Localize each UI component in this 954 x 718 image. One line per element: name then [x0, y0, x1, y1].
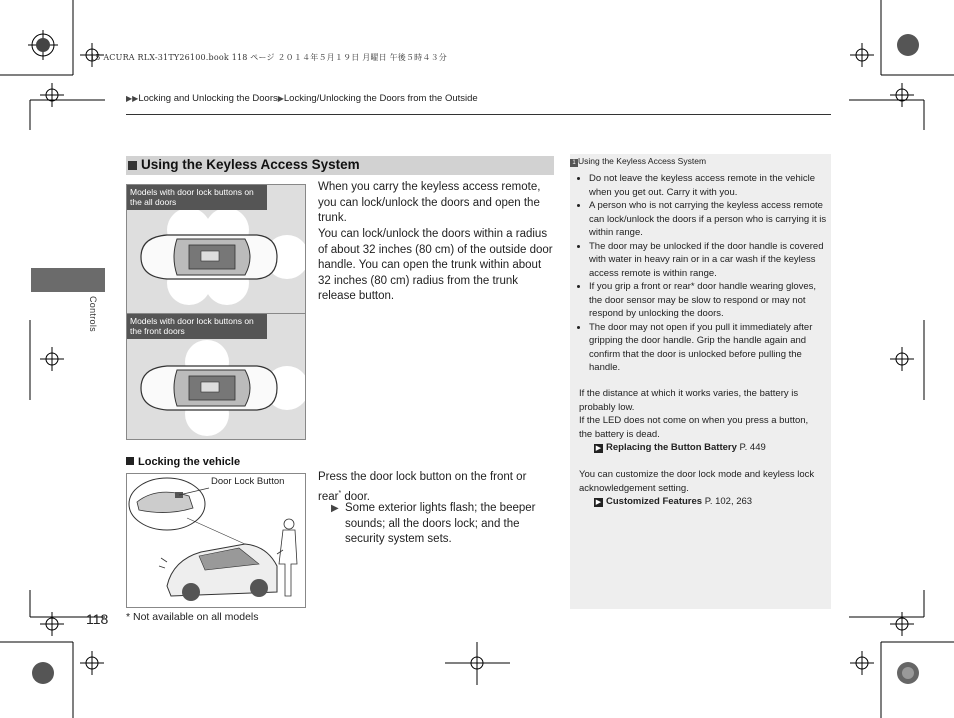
notes-bullet-list: [576, 172, 827, 375]
page-number: 118: [86, 611, 109, 627]
section-heading: [126, 156, 554, 175]
section-paragraph-1: When you carry the keyless access remote, you can lock/unlock the doors and open the trunk.: [318, 181, 541, 224]
locking-paragraph: [318, 470, 543, 505]
notes-panel: [570, 154, 831, 609]
note-bullet: • The door may be unlocked if the door handle is covered with water in heavy rain or in a car wash if the keyless access remote is within range.: [589, 240, 827, 281]
reference-replacing-battery[interactable]: [594, 441, 839, 455]
note-battery-low: If the distance at which it works varies, the battery is probably low.: [579, 388, 799, 413]
note-bullet: • The door may not open if you pull it immediately after gripping the door handle. Grip the handle again and confirm that the door is unlocked before pulling the handle.: [589, 321, 827, 375]
footnote: * Not available on all models: [126, 611, 259, 623]
figure-label-all-doors: Models with door lock buttons on the all doors: [127, 185, 267, 210]
reference-page: P. 102, 263: [702, 496, 753, 507]
breadcrumb-arrows: ▶▶: [126, 94, 139, 103]
locking-result: [331, 501, 546, 548]
locking-heading: [126, 456, 240, 468]
section-square-icon: [128, 161, 137, 170]
locking-heading-text: Locking the vehicle: [138, 456, 241, 468]
figure-door-lock-button: [126, 473, 306, 608]
breadcrumb-part-1: Locking and Unlocking the Doors: [138, 93, 278, 104]
door-lock-button-illustration: [127, 474, 305, 607]
note-battery-dead: If the LED does not come on when you press a button, the battery is dead.: [579, 415, 809, 440]
section-title: Using the Keyless Access System: [141, 157, 360, 172]
locking-paragraph-end: door.: [341, 490, 370, 503]
figure-all-doors: [126, 184, 306, 314]
locking-result-text: Some exterior lights flash; the beeper sounds; all the doors lock; and the security system sets.: [345, 502, 536, 545]
door-lock-button-callout: Door Lock Button: [211, 476, 285, 487]
note-customize: You can customize the door lock mode and keyless lock acknowledgement setting.: [579, 469, 815, 494]
locking-paragraph-text: Press the door lock button on the front or rear: [318, 471, 527, 503]
header-rule: [126, 114, 831, 115]
result-arrow-icon: ▶: [331, 503, 339, 514]
chapter-label: Controls: [88, 296, 98, 332]
reference-page: P. 449: [736, 442, 766, 453]
reference-link-label[interactable]: Customized Features: [606, 496, 703, 507]
notes-header-text: Using the Keyless Access System: [578, 156, 707, 166]
note-bullet: • Do not leave the keyless access remote in the vehicle when you get out. Carry it with you.: [589, 172, 827, 199]
reference-arrow-icon: ▶: [595, 445, 602, 452]
breadcrumb-separator: ▶: [277, 94, 284, 103]
footnote-star: *: [338, 489, 342, 497]
breadcrumb: [126, 93, 478, 104]
note-bullet: • A person who is not carrying the keyless access remote can lock/unlock the doors if a person who is carrying it is within range.: [589, 199, 827, 240]
figure-front-doors: [126, 313, 306, 440]
note-bullet: • If you grip a front or rear* door handle wearing gloves, the door sensor may be slow to respond or may not respond by unlocking the doors.: [589, 280, 827, 321]
section-paragraph-2: You can lock/unlock the doors within a radius of about 32 inches (80 cm) of the outside door handle. You can open the trunk within about 32 inches (80 cm) radius from the trunk release button.: [318, 228, 553, 302]
reference-customized-features[interactable]: [594, 495, 839, 509]
chapter-tab: [31, 268, 105, 292]
reference-arrow-icon: ▶: [595, 499, 602, 506]
breadcrumb-part-2: Locking/Unlocking the Doors from the Outside: [283, 93, 478, 104]
notes-header: [570, 156, 706, 167]
reference-link-label[interactable]: Replacing the Button Battery: [606, 442, 737, 453]
note-marker-icon: 1: [570, 159, 578, 167]
print-header: 15 ACURA RLX-31TY26100.book 118 ページ ２０１４年５月１９日 月曜日 午後５時４３分: [90, 53, 447, 62]
subheading-square-icon: [126, 457, 134, 465]
figure-label-front-doors: Models with door lock buttons on the front doors: [127, 314, 267, 339]
